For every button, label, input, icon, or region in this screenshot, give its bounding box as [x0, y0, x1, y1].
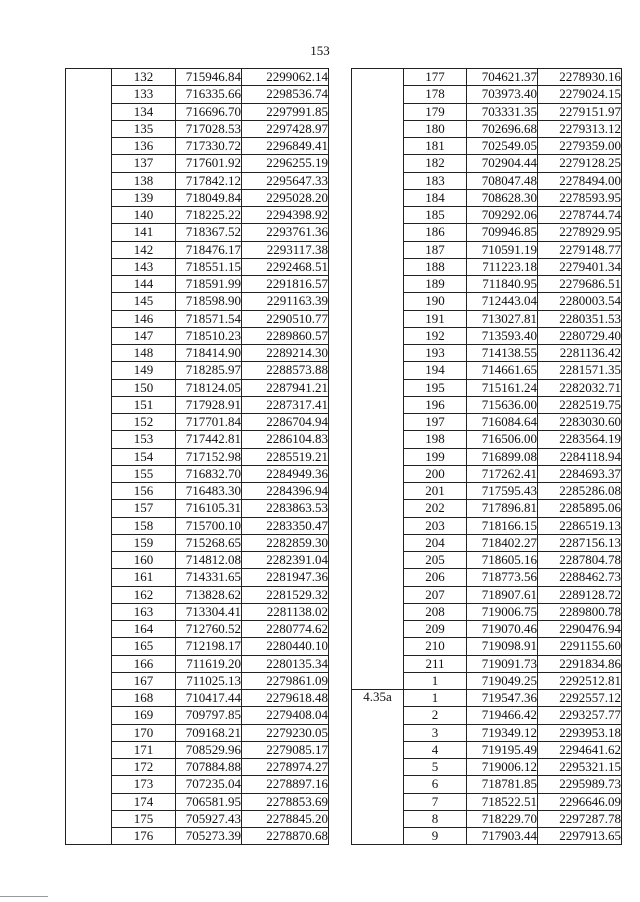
y-coordinate: 2280351.53 [538, 310, 622, 327]
point-number: 156 [112, 483, 176, 500]
point-number: 210 [404, 638, 467, 655]
y-coordinate: 2297913.65 [538, 828, 622, 845]
y-coordinate: 2293117.38 [242, 241, 329, 258]
y-coordinate: 2296849.41 [242, 138, 329, 155]
point-number: 146 [112, 310, 176, 327]
point-number: 165 [112, 638, 176, 655]
x-coordinate: 718781.85 [467, 776, 538, 793]
point-number: 185 [404, 207, 467, 224]
x-coordinate: 716832.70 [176, 465, 242, 482]
x-coordinate: 718510.23 [176, 327, 242, 344]
y-coordinate: 2291163.39 [242, 293, 329, 310]
x-coordinate: 718598.90 [176, 293, 242, 310]
y-coordinate: 2297428.97 [242, 120, 329, 137]
table-row [352, 690, 622, 707]
x-coordinate: 713828.62 [176, 586, 242, 603]
x-coordinate: 702549.05 [467, 138, 538, 155]
y-coordinate: 2295647.33 [242, 172, 329, 189]
y-coordinate: 2287804.78 [538, 552, 622, 569]
x-coordinate: 717330.72 [176, 138, 242, 155]
x-coordinate: 711025.13 [176, 672, 242, 689]
x-coordinate: 708529.96 [176, 741, 242, 758]
y-coordinate: 2278897.16 [242, 776, 329, 793]
y-coordinate: 2279148.77 [538, 241, 622, 258]
point-number: 163 [112, 603, 176, 620]
y-coordinate: 2295321.15 [538, 759, 622, 776]
x-coordinate: 718605.16 [467, 552, 538, 569]
y-coordinate: 2289214.30 [242, 345, 329, 362]
point-number: 173 [112, 776, 176, 793]
y-coordinate: 2282032.71 [538, 379, 622, 396]
y-coordinate: 2281136.42 [538, 345, 622, 362]
point-number: 178 [404, 86, 467, 103]
y-coordinate: 2280774.62 [242, 621, 329, 638]
x-coordinate: 718907.61 [467, 586, 538, 603]
point-number: 132 [112, 69, 176, 86]
x-coordinate: 716696.70 [176, 103, 242, 120]
point-number: 160 [112, 552, 176, 569]
point-number: 192 [404, 327, 467, 344]
y-coordinate: 2291816.57 [242, 276, 329, 293]
point-number: 186 [404, 224, 467, 241]
x-coordinate: 706581.95 [176, 793, 242, 810]
x-coordinate: 718414.90 [176, 345, 242, 362]
coordinates-table-right [351, 68, 622, 845]
x-coordinate: 717601.92 [176, 155, 242, 172]
x-coordinate: 716335.66 [176, 86, 242, 103]
y-coordinate: 2282391.04 [242, 552, 329, 569]
x-coordinate: 715700.10 [176, 517, 242, 534]
point-number: 172 [112, 759, 176, 776]
x-coordinate: 713027.81 [467, 310, 538, 327]
point-number: 198 [404, 431, 467, 448]
point-number: 196 [404, 396, 467, 413]
y-coordinate: 2283350.47 [242, 517, 329, 534]
x-coordinate: 718225.22 [176, 207, 242, 224]
y-coordinate: 2285895.06 [538, 500, 622, 517]
point-number: 199 [404, 448, 467, 465]
y-coordinate: 2286704.94 [242, 414, 329, 431]
x-coordinate: 711223.18 [467, 258, 538, 275]
x-coordinate: 719070.46 [467, 621, 538, 638]
point-number: 180 [404, 120, 467, 137]
x-coordinate: 718124.05 [176, 379, 242, 396]
point-number: 162 [112, 586, 176, 603]
section-label [352, 69, 404, 690]
point-number: 190 [404, 293, 467, 310]
point-number: 164 [112, 621, 176, 638]
y-coordinate: 2279313.12 [538, 120, 622, 137]
x-coordinate: 710591.19 [467, 241, 538, 258]
x-coordinate: 717842.12 [176, 172, 242, 189]
page-number: 153 [310, 43, 330, 58]
x-coordinate: 719466.42 [467, 707, 538, 724]
x-coordinate: 717903.44 [467, 828, 538, 845]
y-coordinate: 2281947.36 [242, 569, 329, 586]
x-coordinate: 713304.41 [176, 603, 242, 620]
y-coordinate: 2295989.73 [538, 776, 622, 793]
x-coordinate: 713593.40 [467, 327, 538, 344]
y-coordinate: 2281529.32 [242, 586, 329, 603]
point-number: 205 [404, 552, 467, 569]
x-coordinate: 717595.43 [467, 483, 538, 500]
x-coordinate: 702904.44 [467, 155, 538, 172]
y-coordinate: 2279618.48 [242, 690, 329, 707]
point-number: 197 [404, 414, 467, 431]
point-number: 142 [112, 241, 176, 258]
x-coordinate: 703973.40 [467, 86, 538, 103]
y-coordinate: 2278744.74 [538, 207, 622, 224]
point-number: 183 [404, 172, 467, 189]
point-number: 153 [112, 431, 176, 448]
y-coordinate: 2283030.60 [538, 414, 622, 431]
point-number: 133 [112, 86, 176, 103]
section-label: 4.35a [352, 690, 404, 845]
point-number: 141 [112, 224, 176, 241]
y-coordinate: 2291834.86 [538, 655, 622, 672]
y-coordinate: 2284693.37 [538, 465, 622, 482]
y-coordinate: 2279024.15 [538, 86, 622, 103]
point-number: 143 [112, 258, 176, 275]
point-number: 161 [112, 569, 176, 586]
y-coordinate: 2282519.75 [538, 396, 622, 413]
y-coordinate: 2292512.81 [538, 672, 622, 689]
y-coordinate: 2299062.14 [242, 69, 329, 86]
x-coordinate: 718367.52 [176, 224, 242, 241]
point-number: 2 [404, 707, 467, 724]
y-coordinate: 2279401.34 [538, 258, 622, 275]
y-coordinate: 2289128.72 [538, 586, 622, 603]
point-number: 150 [112, 379, 176, 396]
section-label [66, 69, 112, 845]
y-coordinate: 2287317.41 [242, 396, 329, 413]
x-coordinate: 707884.88 [176, 759, 242, 776]
point-number: 159 [112, 534, 176, 551]
point-number: 201 [404, 483, 467, 500]
y-coordinate: 2279085.17 [242, 741, 329, 758]
point-number: 151 [112, 396, 176, 413]
x-coordinate: 715946.84 [176, 69, 242, 86]
point-number: 176 [112, 828, 176, 845]
x-coordinate: 717262.41 [467, 465, 538, 482]
x-coordinate: 704621.37 [467, 69, 538, 86]
x-coordinate: 707235.04 [176, 776, 242, 793]
point-number: 191 [404, 310, 467, 327]
coordinates-table-left [65, 68, 329, 845]
y-coordinate: 2279686.51 [538, 276, 622, 293]
point-number: 175 [112, 810, 176, 827]
x-coordinate: 717028.53 [176, 120, 242, 137]
point-number: 187 [404, 241, 467, 258]
x-coordinate: 718166.15 [467, 517, 538, 534]
point-number: 145 [112, 293, 176, 310]
y-coordinate: 2292557.12 [538, 690, 622, 707]
point-number: 155 [112, 465, 176, 482]
point-number: 140 [112, 207, 176, 224]
x-coordinate: 718571.54 [176, 310, 242, 327]
x-coordinate: 716483.30 [176, 483, 242, 500]
x-coordinate: 719006.75 [467, 603, 538, 620]
x-coordinate: 718551.15 [176, 258, 242, 275]
x-coordinate: 702696.68 [467, 120, 538, 137]
y-coordinate: 2278494.00 [538, 172, 622, 189]
x-coordinate: 719049.25 [467, 672, 538, 689]
y-coordinate: 2283863.53 [242, 500, 329, 517]
x-coordinate: 712198.17 [176, 638, 242, 655]
y-coordinate: 2280440.10 [242, 638, 329, 655]
x-coordinate: 705273.39 [176, 828, 242, 845]
point-number: 168 [112, 690, 176, 707]
y-coordinate: 2291155.60 [538, 638, 622, 655]
x-coordinate: 715636.00 [467, 396, 538, 413]
y-coordinate: 2278593.95 [538, 189, 622, 206]
x-coordinate: 718402.27 [467, 534, 538, 551]
y-coordinate: 2293953.18 [538, 724, 622, 741]
y-coordinate: 2284118.94 [538, 448, 622, 465]
y-coordinate: 2279230.05 [242, 724, 329, 741]
x-coordinate: 716899.08 [467, 448, 538, 465]
x-coordinate: 712760.52 [176, 621, 242, 638]
point-number: 193 [404, 345, 467, 362]
y-coordinate: 2294398.92 [242, 207, 329, 224]
y-coordinate: 2298536.74 [242, 86, 329, 103]
y-coordinate: 2284949.36 [242, 465, 329, 482]
x-coordinate: 708047.48 [467, 172, 538, 189]
y-coordinate: 2278870.68 [242, 828, 329, 845]
point-number: 169 [112, 707, 176, 724]
y-coordinate: 2279151.97 [538, 103, 622, 120]
table-row [352, 69, 622, 86]
y-coordinate: 2285519.21 [242, 448, 329, 465]
y-coordinate: 2282859.30 [242, 534, 329, 551]
bottom-left-edge-mark [0, 896, 48, 897]
x-coordinate: 716506.00 [467, 431, 538, 448]
x-coordinate: 714331.65 [176, 569, 242, 586]
y-coordinate: 2285286.08 [538, 483, 622, 500]
point-number: 148 [112, 345, 176, 362]
y-coordinate: 2278853.69 [242, 793, 329, 810]
y-coordinate: 2297287.78 [538, 810, 622, 827]
y-coordinate: 2280135.34 [242, 655, 329, 672]
x-coordinate: 717928.91 [176, 396, 242, 413]
y-coordinate: 2278974.27 [242, 759, 329, 776]
point-number: 200 [404, 465, 467, 482]
y-coordinate: 2280729.40 [538, 327, 622, 344]
point-number: 171 [112, 741, 176, 758]
point-number: 134 [112, 103, 176, 120]
y-coordinate: 2281571.35 [538, 362, 622, 379]
y-coordinate: 2293761.36 [242, 224, 329, 241]
y-coordinate: 2289860.57 [242, 327, 329, 344]
point-number: 7 [404, 793, 467, 810]
point-number: 154 [112, 448, 176, 465]
y-coordinate: 2281138.02 [242, 603, 329, 620]
x-coordinate: 717152.98 [176, 448, 242, 465]
point-number: 182 [404, 155, 467, 172]
point-number: 157 [112, 500, 176, 517]
y-coordinate: 2279128.25 [538, 155, 622, 172]
y-coordinate: 2289800.78 [538, 603, 622, 620]
point-number: 3 [404, 724, 467, 741]
point-number: 139 [112, 189, 176, 206]
x-coordinate: 718229.70 [467, 810, 538, 827]
point-number: 166 [112, 655, 176, 672]
point-number: 177 [404, 69, 467, 86]
y-coordinate: 2292468.51 [242, 258, 329, 275]
y-coordinate: 2296646.09 [538, 793, 622, 810]
x-coordinate: 718591.99 [176, 276, 242, 293]
y-coordinate: 2287941.21 [242, 379, 329, 396]
point-number: 170 [112, 724, 176, 741]
x-coordinate: 718476.17 [176, 241, 242, 258]
point-number: 179 [404, 103, 467, 120]
x-coordinate: 714138.55 [467, 345, 538, 362]
point-number: 158 [112, 517, 176, 534]
y-coordinate: 2280003.54 [538, 293, 622, 310]
x-coordinate: 709946.85 [467, 224, 538, 241]
y-coordinate: 2287156.13 [538, 534, 622, 551]
x-coordinate: 714812.08 [176, 552, 242, 569]
x-coordinate: 709292.06 [467, 207, 538, 224]
table-row [66, 69, 329, 86]
point-number: 203 [404, 517, 467, 534]
point-number: 195 [404, 379, 467, 396]
x-coordinate: 709797.85 [176, 707, 242, 724]
point-number: 6 [404, 776, 467, 793]
x-coordinate: 719006.12 [467, 759, 538, 776]
y-coordinate: 2297991.85 [242, 103, 329, 120]
x-coordinate: 717896.81 [467, 500, 538, 517]
x-coordinate: 710417.44 [176, 690, 242, 707]
x-coordinate: 718285.97 [176, 362, 242, 379]
point-number: 1 [404, 672, 467, 689]
point-number: 206 [404, 569, 467, 586]
x-coordinate: 711619.20 [176, 655, 242, 672]
point-number: 147 [112, 327, 176, 344]
point-number: 137 [112, 155, 176, 172]
y-coordinate: 2283564.19 [538, 431, 622, 448]
x-coordinate: 718049.84 [176, 189, 242, 206]
x-coordinate: 715161.24 [467, 379, 538, 396]
y-coordinate: 2279408.04 [242, 707, 329, 724]
point-number: 202 [404, 500, 467, 517]
x-coordinate: 719349.12 [467, 724, 538, 741]
point-number: 1 [404, 690, 467, 707]
x-coordinate: 712443.04 [467, 293, 538, 310]
y-coordinate: 2286104.83 [242, 431, 329, 448]
y-coordinate: 2293257.77 [538, 707, 622, 724]
x-coordinate: 719091.73 [467, 655, 538, 672]
point-number: 209 [404, 621, 467, 638]
x-coordinate: 703331.35 [467, 103, 538, 120]
point-number: 138 [112, 172, 176, 189]
y-coordinate: 2286519.13 [538, 517, 622, 534]
y-coordinate: 2296255.19 [242, 155, 329, 172]
point-number: 4 [404, 741, 467, 758]
x-coordinate: 719098.91 [467, 638, 538, 655]
y-coordinate: 2279359.00 [538, 138, 622, 155]
point-number: 208 [404, 603, 467, 620]
point-number: 144 [112, 276, 176, 293]
y-coordinate: 2290476.94 [538, 621, 622, 638]
point-number: 8 [404, 810, 467, 827]
point-number: 149 [112, 362, 176, 379]
y-coordinate: 2288462.73 [538, 569, 622, 586]
point-number: 211 [404, 655, 467, 672]
point-number: 181 [404, 138, 467, 155]
y-coordinate: 2288573.88 [242, 362, 329, 379]
point-number: 194 [404, 362, 467, 379]
x-coordinate: 718522.51 [467, 793, 538, 810]
y-coordinate: 2278845.20 [242, 810, 329, 827]
point-number: 9 [404, 828, 467, 845]
point-number: 204 [404, 534, 467, 551]
point-number: 5 [404, 759, 467, 776]
y-coordinate: 2279861.09 [242, 672, 329, 689]
y-coordinate: 2284396.94 [242, 483, 329, 500]
point-number: 174 [112, 793, 176, 810]
point-number: 167 [112, 672, 176, 689]
x-coordinate: 705927.43 [176, 810, 242, 827]
x-coordinate: 716084.64 [467, 414, 538, 431]
y-coordinate: 2294641.62 [538, 741, 622, 758]
x-coordinate: 714661.65 [467, 362, 538, 379]
y-coordinate: 2290510.77 [242, 310, 329, 327]
y-coordinate: 2278930.16 [538, 69, 622, 86]
x-coordinate: 718773.56 [467, 569, 538, 586]
x-coordinate: 715268.65 [176, 534, 242, 551]
x-coordinate: 708628.30 [467, 189, 538, 206]
x-coordinate: 719195.49 [467, 741, 538, 758]
point-number: 152 [112, 414, 176, 431]
x-coordinate: 717442.81 [176, 431, 242, 448]
y-coordinate: 2295028.20 [242, 189, 329, 206]
x-coordinate: 719547.36 [467, 690, 538, 707]
point-number: 207 [404, 586, 467, 603]
point-number: 136 [112, 138, 176, 155]
x-coordinate: 717701.84 [176, 414, 242, 431]
y-coordinate: 2278929.95 [538, 224, 622, 241]
point-number: 188 [404, 258, 467, 275]
x-coordinate: 709168.21 [176, 724, 242, 741]
x-coordinate: 716105.31 [176, 500, 242, 517]
point-number: 184 [404, 189, 467, 206]
point-number: 135 [112, 120, 176, 137]
point-number: 189 [404, 276, 467, 293]
x-coordinate: 711840.95 [467, 276, 538, 293]
